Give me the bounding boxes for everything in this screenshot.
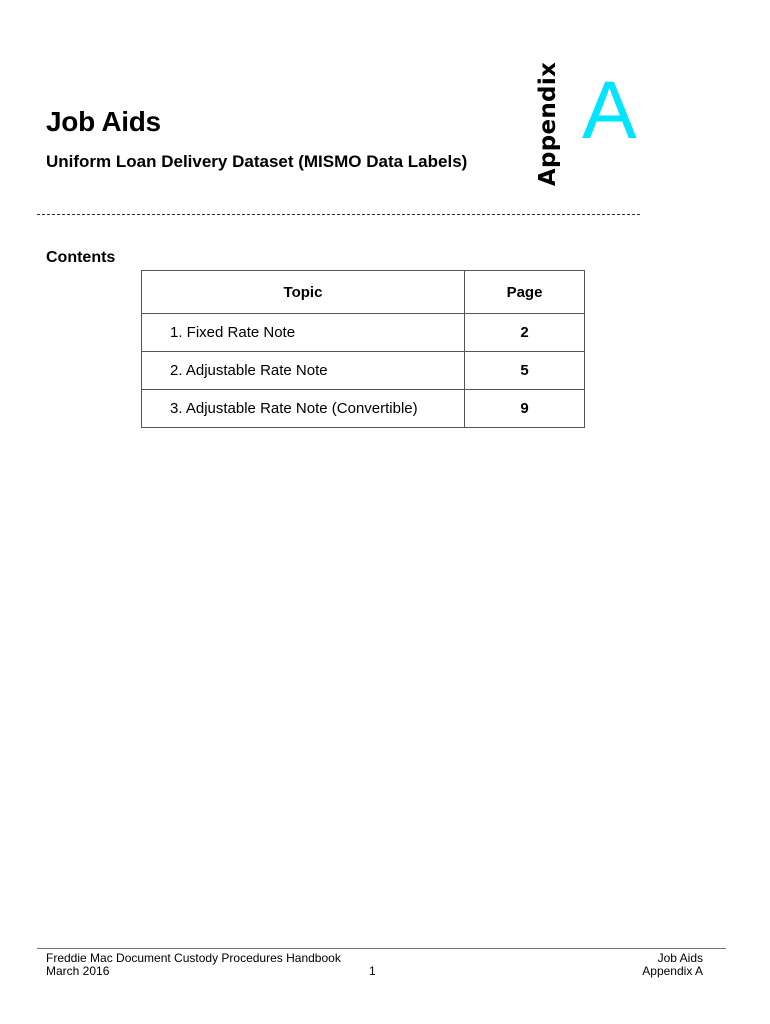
appendix-label: Appendix: [535, 61, 561, 187]
topic-cell: 3. Adjustable Rate Note (Convertible): [142, 390, 465, 428]
footer-date: March 2016: [46, 964, 110, 978]
topic-cell: 2. Adjustable Rate Note: [142, 352, 465, 390]
topic-cell: 1. Fixed Rate Note: [142, 314, 465, 352]
page-cell: 5: [465, 352, 585, 390]
header-divider: [37, 214, 640, 215]
table-row: [142, 314, 585, 352]
contents-table: [141, 270, 585, 428]
page-cell: 9: [465, 390, 585, 428]
column-header-page: Page: [465, 271, 585, 314]
page-title: Job Aids: [46, 106, 161, 137]
column-header-topic: Topic: [142, 271, 465, 314]
footer-divider: [37, 948, 726, 949]
footer-left: [46, 952, 341, 978]
page-cell: 2: [465, 314, 585, 352]
footer-appendix: Appendix A: [642, 964, 703, 978]
page-number: 1: [369, 964, 376, 978]
footer-right: [642, 952, 703, 978]
table-row: [142, 352, 585, 390]
page-subtitle: Uniform Loan Delivery Dataset (MISMO Data Labels): [46, 152, 468, 171]
contents-heading: Contents: [46, 249, 116, 266]
handbook-name: Freddie Mac Document Custody Procedures Handbook: [46, 951, 341, 965]
table-header-row: [142, 271, 585, 314]
appendix-letter: A: [582, 65, 637, 156]
footer-section: Job Aids: [657, 951, 703, 965]
table-row: [142, 390, 585, 428]
